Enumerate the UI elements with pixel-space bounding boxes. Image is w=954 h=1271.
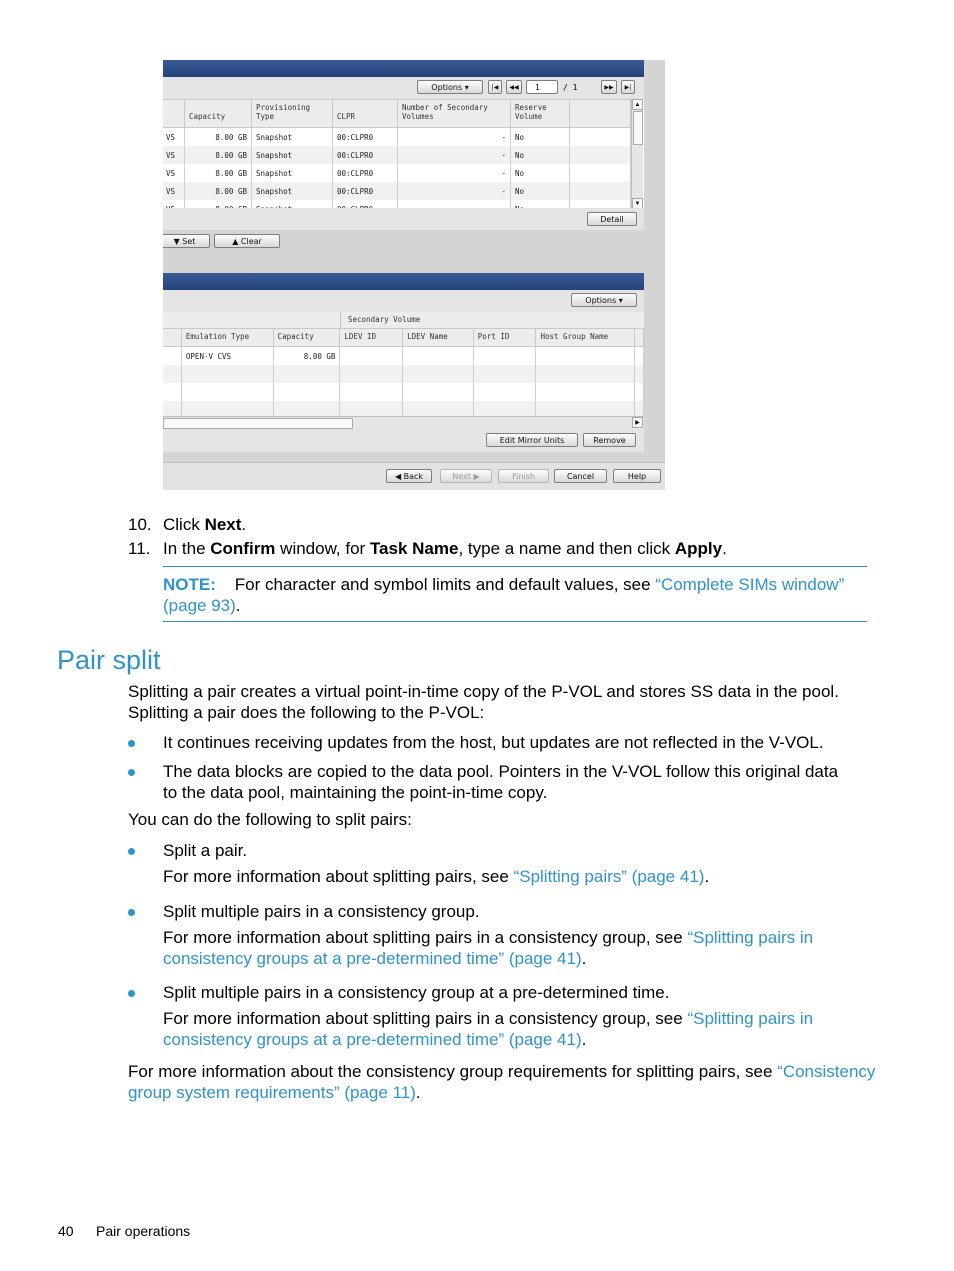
dropdown-icon: ▾ [618, 296, 623, 305]
back-arrow-icon: ◀ [394, 472, 402, 481]
next-page-button[interactable]: ▶▶ [601, 80, 617, 94]
clear-button[interactable] [214, 234, 280, 248]
footer-section-name: Pair operations [96, 1223, 191, 1239]
scroll-up-icon[interactable]: ▲ [632, 99, 643, 110]
next-label: Next [452, 472, 471, 481]
group-header-row [163, 312, 644, 329]
page-number-input[interactable]: 1 [526, 80, 558, 94]
splitting-pairs-cg-time-link-cont[interactable]: consistency groups at a pre-determined time” (page 41) [163, 1030, 582, 1049]
note-label: NOTE: [163, 575, 216, 594]
clear-label: Clear [240, 237, 262, 246]
table-row[interactable]: VS 8.00 GB Snapshot 00:CLPR0 - No [163, 128, 631, 147]
step-11 [128, 538, 150, 559]
bullet-icon [128, 848, 135, 855]
options-label: Options [585, 296, 617, 305]
primary-volume-panel [163, 60, 644, 230]
table-row[interactable]: OPEN-V CVS 8.00 GB [163, 347, 644, 366]
column-header: Capacity [273, 329, 340, 347]
list-item-more: For more information about splitting pairs in a consistency group, see “Splitting pairs in consistency groups at a pre-determined time” (page 41). [163, 928, 814, 968]
column-header [635, 329, 644, 347]
scroll-right-icon[interactable]: ▶ [632, 417, 643, 428]
primary-volume-table [163, 99, 631, 218]
column-header: LDEV Name [403, 329, 474, 347]
set-button[interactable] [163, 234, 210, 248]
table-row [163, 365, 644, 383]
finish-button[interactable]: Finish [498, 469, 549, 483]
last-page-button[interactable]: ▶| [621, 80, 635, 94]
remove-button[interactable]: Remove [583, 433, 636, 447]
section-title: Pair split [57, 645, 161, 675]
step-11-text: In the Confirm window, for Task Name, type a name and then click Apply. [163, 539, 727, 558]
column-header [163, 100, 185, 128]
splitting-pairs-cg-link-cont[interactable]: consistency groups at a pre-determined time” (page 41) [163, 949, 582, 968]
consistency-group-requirements-link[interactable]: “Consistency [777, 1062, 876, 1081]
table-toolbar [163, 290, 644, 312]
bullet-icon [128, 990, 135, 997]
note-bottom-rule [163, 621, 867, 622]
table-row[interactable]: VS 8.00 GB Snapshot 00:CLPR0 - No [163, 164, 631, 182]
note-top-rule [163, 566, 867, 567]
options-button[interactable] [571, 293, 637, 307]
step-number: 11. [128, 539, 151, 558]
step-10-text: Click Next. [163, 515, 247, 534]
prev-page-button[interactable]: ◀◀ [506, 80, 522, 94]
column-header: Port ID [473, 329, 536, 347]
can-do-text: You can do the following to split pairs: [128, 810, 412, 829]
dialog-screenshot [163, 60, 665, 490]
next-button[interactable] [440, 469, 492, 483]
arrow-down-icon: ▼ [173, 237, 180, 246]
bullet-icon [128, 769, 135, 776]
step-10 [128, 514, 152, 535]
column-header: LDEV ID [340, 329, 403, 347]
horizontal-scrollbar[interactable] [163, 416, 644, 429]
column-header: CLPR [333, 100, 398, 128]
dropdown-icon: ▾ [464, 83, 469, 92]
column-header: Host Group Name [536, 329, 635, 347]
column-header [570, 100, 631, 128]
back-button[interactable] [386, 469, 432, 483]
column-header: Reserve Volume [511, 100, 570, 128]
column-header: Emulation Type [181, 329, 273, 347]
splitting-pairs-cg-time-link[interactable]: “Splitting pairs in [687, 1009, 814, 1028]
splitting-pairs-link[interactable]: “Splitting pairs” (page 41) [513, 867, 705, 886]
column-header: Provisioning Type [252, 100, 333, 128]
step-number: 10. [128, 515, 152, 534]
options-button[interactable] [417, 80, 483, 94]
scroll-thumb[interactable] [633, 111, 643, 145]
table-row [163, 383, 644, 401]
page-total: / 1 [563, 83, 578, 92]
column-header: Capacity [185, 100, 252, 128]
final-paragraph: For more information about the consistency group requirements for splitting pairs, see “Consistency group system requirements” (page 11). [128, 1062, 876, 1102]
first-page-button[interactable]: |◀ [488, 80, 502, 94]
column-header: Number of Secondary Volumes [398, 100, 511, 128]
note-text: For character and symbol limits and default values, see [234, 575, 656, 594]
detail-bar [163, 208, 644, 230]
edit-mirror-units-button[interactable]: Edit Mirror Units [486, 433, 578, 447]
table-row[interactable]: VS 8.00 GB Snapshot 00:CLPR0 - No [163, 182, 631, 200]
wizard-footer [163, 462, 665, 490]
next-arrow-icon: ▶ [473, 472, 480, 481]
secondary-volume-header: Secondary Volume [348, 315, 421, 324]
scroll-down-icon[interactable]: ▼ [632, 198, 643, 209]
set-label: Set [182, 237, 196, 246]
bullet-icon [128, 909, 135, 916]
list-item: It continues receiving updates from the host, but updates are not reflected in the V-VOL. [163, 733, 824, 752]
page-number: 40 [58, 1223, 74, 1239]
options-label: Options [431, 83, 463, 92]
consistency-group-requirements-link-cont[interactable]: group system requirements” (page 11) [128, 1083, 416, 1102]
action-bar [163, 429, 644, 452]
splitting-pairs-cg-link[interactable]: “Splitting pairs in [687, 928, 814, 947]
vertical-scrollbar[interactable] [631, 99, 643, 209]
list-item-more: For more information about splitting pairs, see “Splitting pairs” (page 41). [163, 867, 710, 886]
scroll-thumb[interactable] [163, 418, 353, 429]
detail-button[interactable]: Detail [587, 212, 637, 226]
table-toolbar [163, 77, 644, 99]
panel-titlebar [163, 60, 644, 77]
back-label: Back [403, 472, 424, 481]
bullet-icon [128, 740, 135, 747]
list-item-more: For more information about splitting pairs in a consistency group, see “Splitting pairs in consistency groups at a pre-determined time” (page 41). [163, 1009, 814, 1049]
cancel-button[interactable]: Cancel [554, 469, 607, 483]
list-item: Split a pair. [163, 841, 248, 860]
panel-titlebar [163, 273, 644, 290]
list-item: Split multiple pairs in a consistency group. [163, 902, 480, 921]
table-row[interactable]: VS 8.00 GB Snapshot 00:CLPR0 - No [163, 146, 631, 164]
list-item: The data blocks are copied to the data pool. Pointers in the V-VOL follow this original data to the data pool, maintaining the point-in-time copy. [163, 762, 839, 802]
arrow-up-icon: ▲ [232, 237, 239, 246]
complete-sims-page-link[interactable]: (page 93) [163, 596, 236, 615]
secondary-volume-panel [163, 273, 644, 452]
intro-paragraph: Splitting a pair creates a virtual point-in-time copy of the P-VOL and stores SS data in the pool. Splitting a pair does the following to the P-VOL: [128, 682, 839, 722]
note-box: NOTE: For character and symbol limits and default values, see “Complete SIMs window” (page 93). [163, 575, 845, 615]
list-item: Split multiple pairs in a consistency group at a pre-determined time. [163, 983, 670, 1002]
secondary-volume-table [163, 328, 644, 419]
help-button[interactable]: Help [613, 469, 661, 483]
complete-sims-link[interactable]: “Complete SIMs window” [655, 575, 845, 594]
column-header [163, 329, 181, 347]
